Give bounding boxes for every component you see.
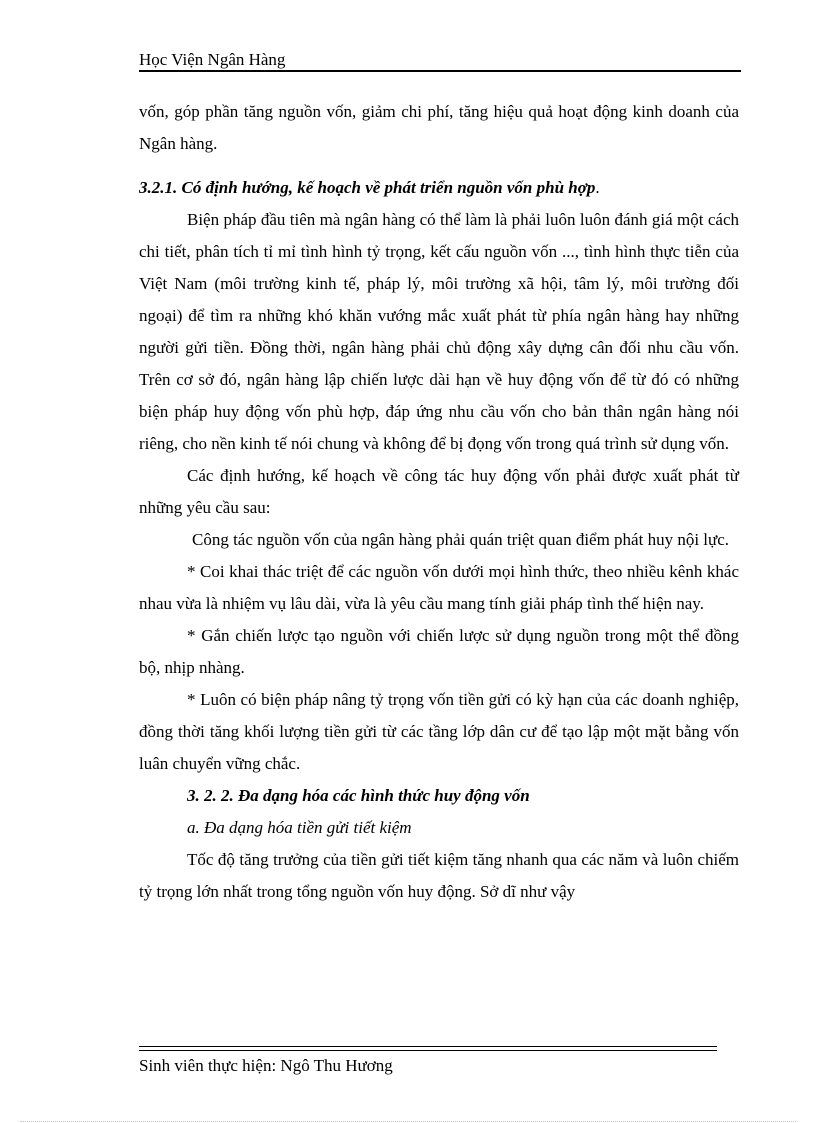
section-heading-text: 3.2.1. Có định hướng, kế hoạch về phát triển nguồn vốn phù hợp [139, 178, 596, 197]
page-header: Học Viện Ngân Hàng [139, 50, 286, 69]
paragraph-5: * Gắn chiến lược tạo nguồn với chiến lược sử dụng nguồn trong một thể đồng bộ, nhịp nhàng. [139, 626, 739, 677]
page-footer: Sinh viên thực hiện: Ngô Thu Hương [139, 1056, 393, 1075]
section-heading-3-2-1 [139, 172, 739, 204]
header-rule [139, 70, 741, 72]
footer-rule-top [139, 1046, 717, 1047]
paragraph-7: Tốc độ tăng trưởng của tiền gửi tiết kiệm tăng nhanh qua các năm và luôn chiếm tỷ trọng lớn nhất trong tổng nguồn vốn huy động. Sở dĩ như vậy [139, 850, 739, 901]
page-body [139, 96, 739, 908]
paragraph-1: Biện pháp đầu tiên mà ngân hàng có thể làm là phải luôn luôn đánh giá một cách chi tiết, phân tích tỉ mỉ tình hình tỷ trọng, kết cấu nguồn vốn ..., tình hình thực tiễn của Việt Nam (môi trường kinh tế, pháp lý, môi trường xã hội, tâm lý, môi trường đối ngoại) để tìm ra những khó khăn vướng mắc xuất phát từ phía ngân hàng hay những người gửi tiền. Đồng thời, ngân hàng phải chủ động xây dựng cân đối nhu cầu vốn. Trên cơ sở đó, ngân hàng lập chiến lược dài hạn về huy động vốn để từ đó có những biện pháp huy động vốn phù hợp, đáp ứng nhu cầu vốn cho bản thân ngân hàng nói riêng, cho nền kinh tế nói chung và không để bị đọng vốn trong quá trình sử dụng vốn. [139, 210, 739, 453]
section-heading-3-2-2: 3. 2. 2. Đa dạng hóa các hình thức huy động vốn [187, 786, 530, 805]
paragraph-intro: vốn, góp phần tăng nguồn vốn, giảm chi phí, tăng hiệu quả hoạt động kinh doanh của Ngân hàng. [139, 102, 739, 153]
page-edge [20, 1121, 796, 1122]
paragraph-2: Các định hướng, kế hoạch về công tác huy động vốn phải được xuất phát từ những yêu cầu sau: [139, 466, 739, 517]
paragraph-4: * Coi khai thác triệt để các nguồn vốn dưới mọi hình thức, theo nhiều kênh khác nhau vừa là nhiệm vụ lâu dài, vừa là yêu cầu mang tính giải pháp tình thế hiện nay. [139, 562, 739, 613]
footer-rule-bottom [139, 1050, 717, 1051]
paragraph-3: Công tác nguồn vốn của ngân hàng phải quán triệt quan điểm phát huy nội lực. [192, 530, 730, 549]
section-heading-period: . [595, 178, 600, 197]
paragraph-6: * Luôn có biện pháp nâng tỷ trọng vốn tiền gửi có kỳ hạn của các doanh nghiệp, đồng thời tăng khối lượng tiền gửi từ các tầng lớp dân cư để tạo lập một mặt bằng vốn luân chuyển vững chắc. [139, 690, 739, 773]
subsection-heading-a: a. Đa dạng hóa tiền gửi tiết kiệm [187, 818, 412, 837]
